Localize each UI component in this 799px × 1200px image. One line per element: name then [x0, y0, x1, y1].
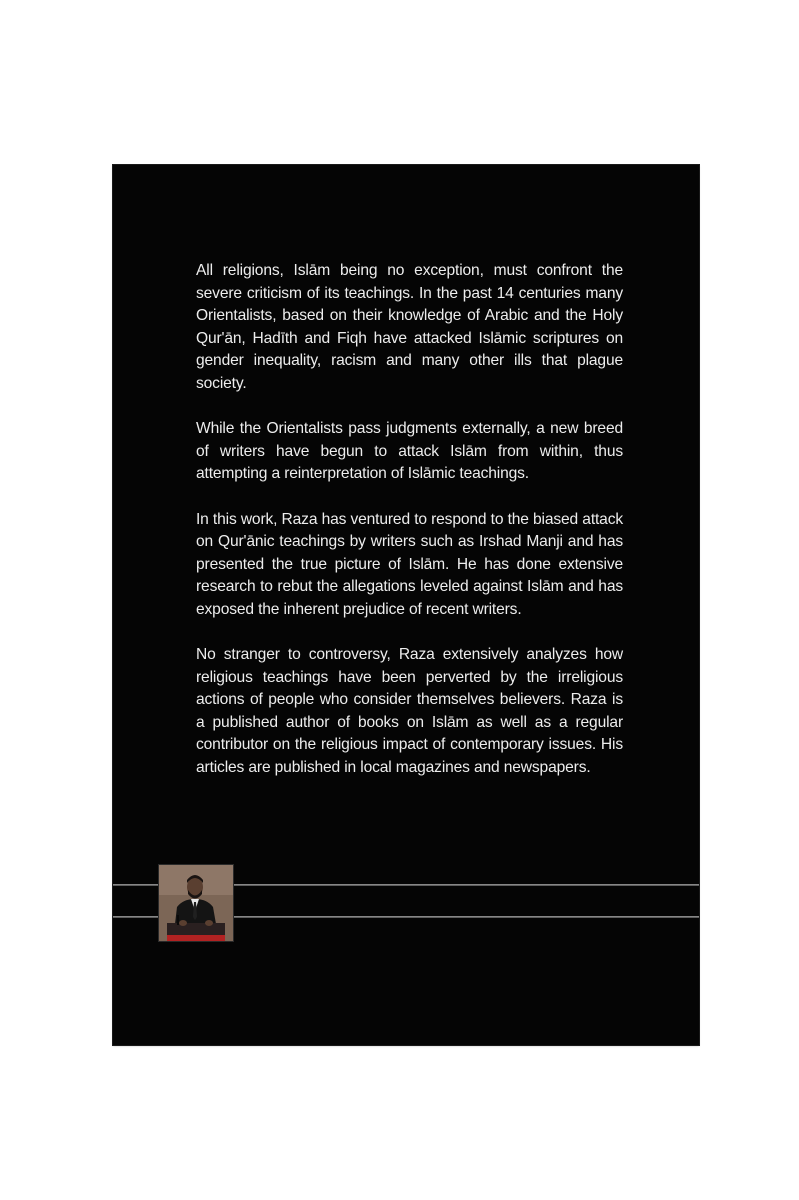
blurb-paragraph-1: All religions, Islām being no exception, must confront the severe criticism of its teachings. In the past 14 centuries many Orientalists, based on their knowledge of Arabic and the Holy Qur'ān, Hadīth and Fiqh have attacked Islāmic scriptures on gender inequality, racism and many other ills that plague society.	[196, 262, 623, 392]
author-portrait-image	[159, 865, 233, 941]
back-cover-blurb	[196, 260, 623, 802]
blurb-paragraph-2: While the Orientalists pass judgments externally, a new breed of writers have begun to attack Islām from within, thus attempting a reinterpretation of Islāmic teachings.	[196, 420, 623, 482]
blurb-paragraph-3: In this work, Raza has ventured to respond to the biased attack on Qur'ānic teachings by writers such as Irshad Manji and has presented the true picture of Islām. He has done extensive research to rebut the allegations leveled against Islām and has exposed the inherent prejudice of recent writers.	[196, 510, 623, 618]
author-photo	[158, 864, 234, 942]
book-back-cover	[113, 165, 699, 1045]
blurb-paragraph-4: No stranger to controversy, Raza extensively analyzes how religious teachings have been perverted by the irreligious actions of people who consider themselves believers. Raza is a published author of books on Islām as well as a regular contributor on the religious impact of contemporary issues. His articles are published in local magazines and newspapers.	[196, 646, 623, 776]
